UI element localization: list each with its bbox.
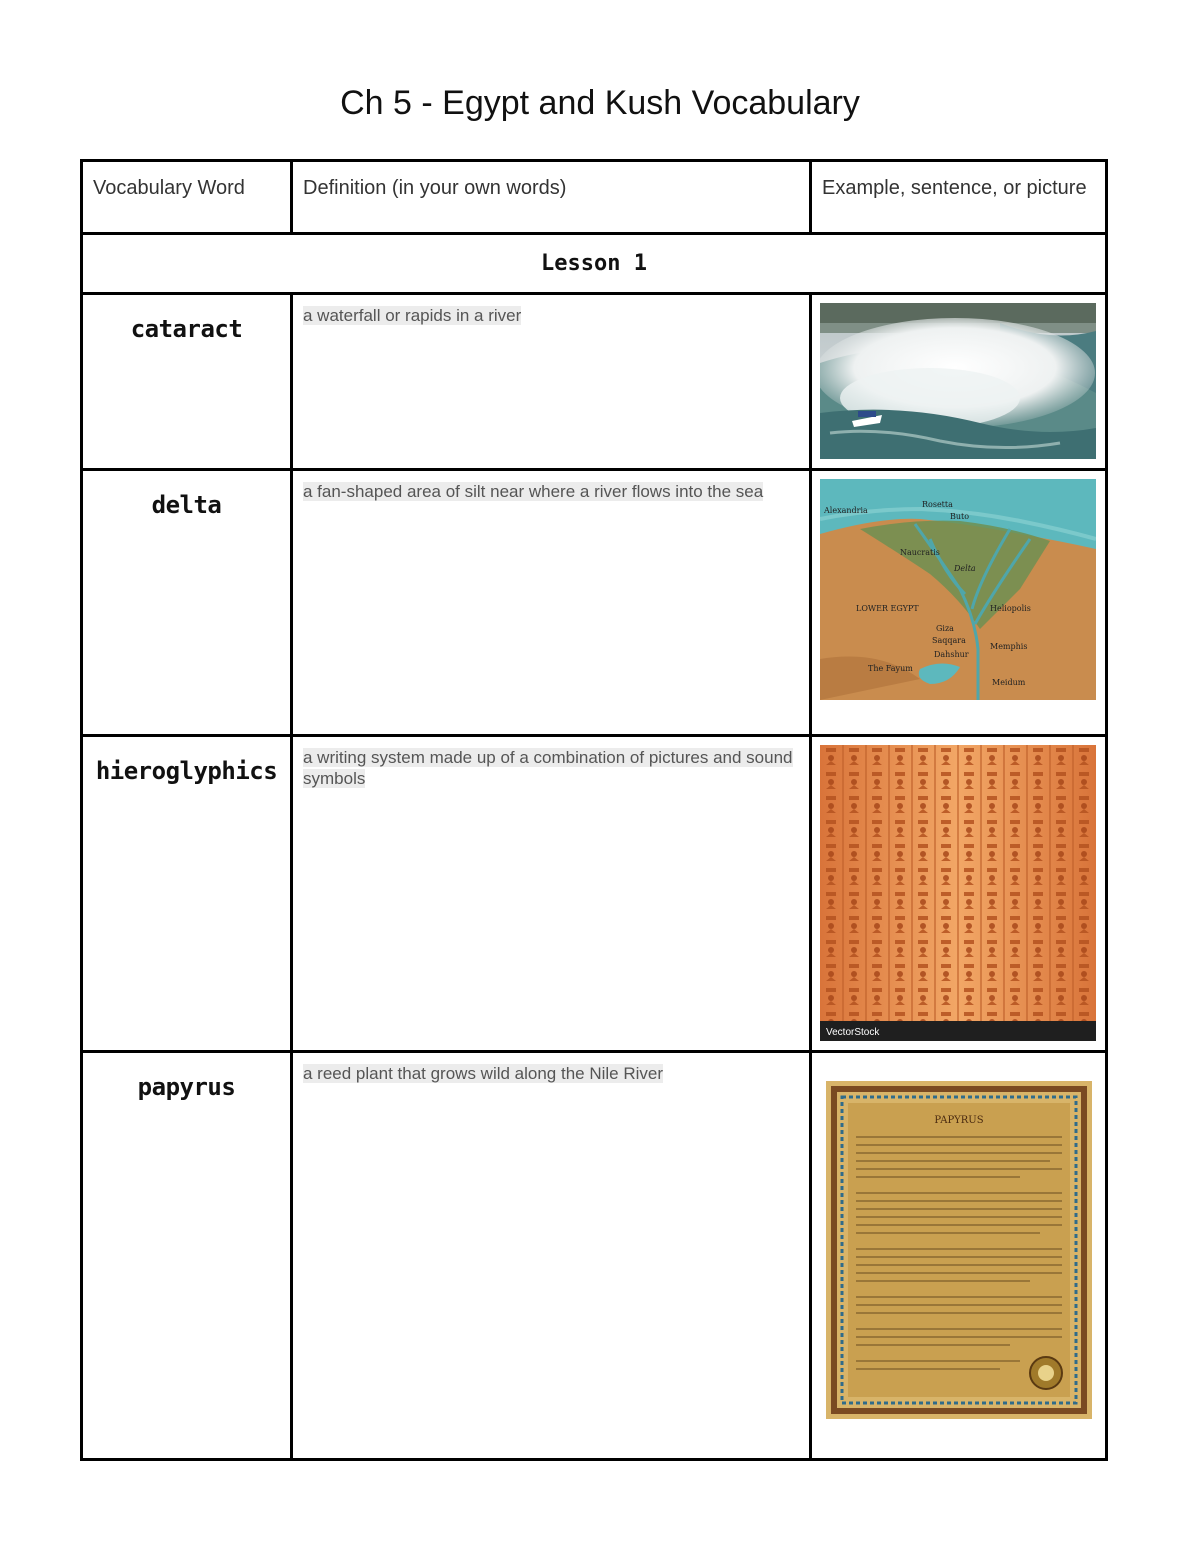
papyrus-document-image [820, 1081, 1096, 1421]
example-cataract [811, 294, 1107, 470]
definition-text: a reed plant that grows wild along the Nile River [303, 1064, 664, 1083]
nile-delta-map [820, 479, 1096, 700]
vocab-word-papyrus: papyrus [82, 1052, 292, 1460]
table-row [82, 294, 1107, 470]
lesson-heading: Lesson 1 [82, 234, 1107, 294]
header-row [82, 161, 1107, 234]
definition-cataract[interactable] [292, 294, 811, 470]
vocab-word-hieroglyphics: hieroglyphics [82, 736, 292, 1052]
header-definition: Definition (in your own words) [292, 161, 811, 234]
example-hieroglyphics [811, 736, 1107, 1052]
hieroglyphics-wall-image [820, 745, 1096, 1041]
map-label: Heliopolis [990, 604, 1031, 613]
definition-delta[interactable] [292, 470, 811, 736]
vocab-word-delta: delta [82, 470, 292, 736]
definition-papyrus[interactable] [292, 1052, 811, 1460]
vocab-word-cataract: cataract [82, 294, 292, 470]
map-label: LOWER EGYPT [856, 604, 919, 613]
map-label: Alexandria [824, 506, 868, 515]
papyrus-heading: PAPYRUS [934, 1115, 984, 1126]
table-row [82, 736, 1107, 1052]
definition-hieroglyphics[interactable] [292, 736, 811, 1052]
map-label: Giza [936, 624, 954, 633]
map-label: Buto [950, 512, 970, 521]
vocabulary-table [80, 159, 1108, 1461]
map-label: Dahshur [934, 650, 969, 659]
example-papyrus [811, 1052, 1107, 1460]
waterfall-with-boat-photo [820, 303, 1096, 459]
map-label: Meidum [992, 678, 1026, 687]
table-row [82, 1052, 1107, 1460]
definition-text: a writing system made up of a combination of pictures and sound symbols [303, 748, 793, 788]
map-label: Saqqara [932, 636, 966, 645]
map-label: Naucratis [900, 548, 940, 557]
example-delta [811, 470, 1107, 736]
map-label: Rosetta [922, 500, 953, 509]
map-label: The Fayum [868, 664, 913, 673]
header-vocabulary-word: Vocabulary Word [82, 161, 292, 234]
header-example: Example, sentence, or picture [811, 161, 1107, 234]
definition-text: a waterfall or rapids in a river [303, 306, 522, 325]
page-title: Ch 5 - Egypt and Kush Vocabulary [340, 84, 860, 122]
map-label: Memphis [990, 642, 1028, 651]
table-row [82, 470, 1107, 736]
lesson-row [82, 234, 1107, 294]
image-watermark: VectorStock [826, 1027, 880, 1038]
map-label: Delta [954, 564, 976, 573]
definition-text: a fan-shaped area of silt near where a river flows into the sea [303, 482, 764, 501]
